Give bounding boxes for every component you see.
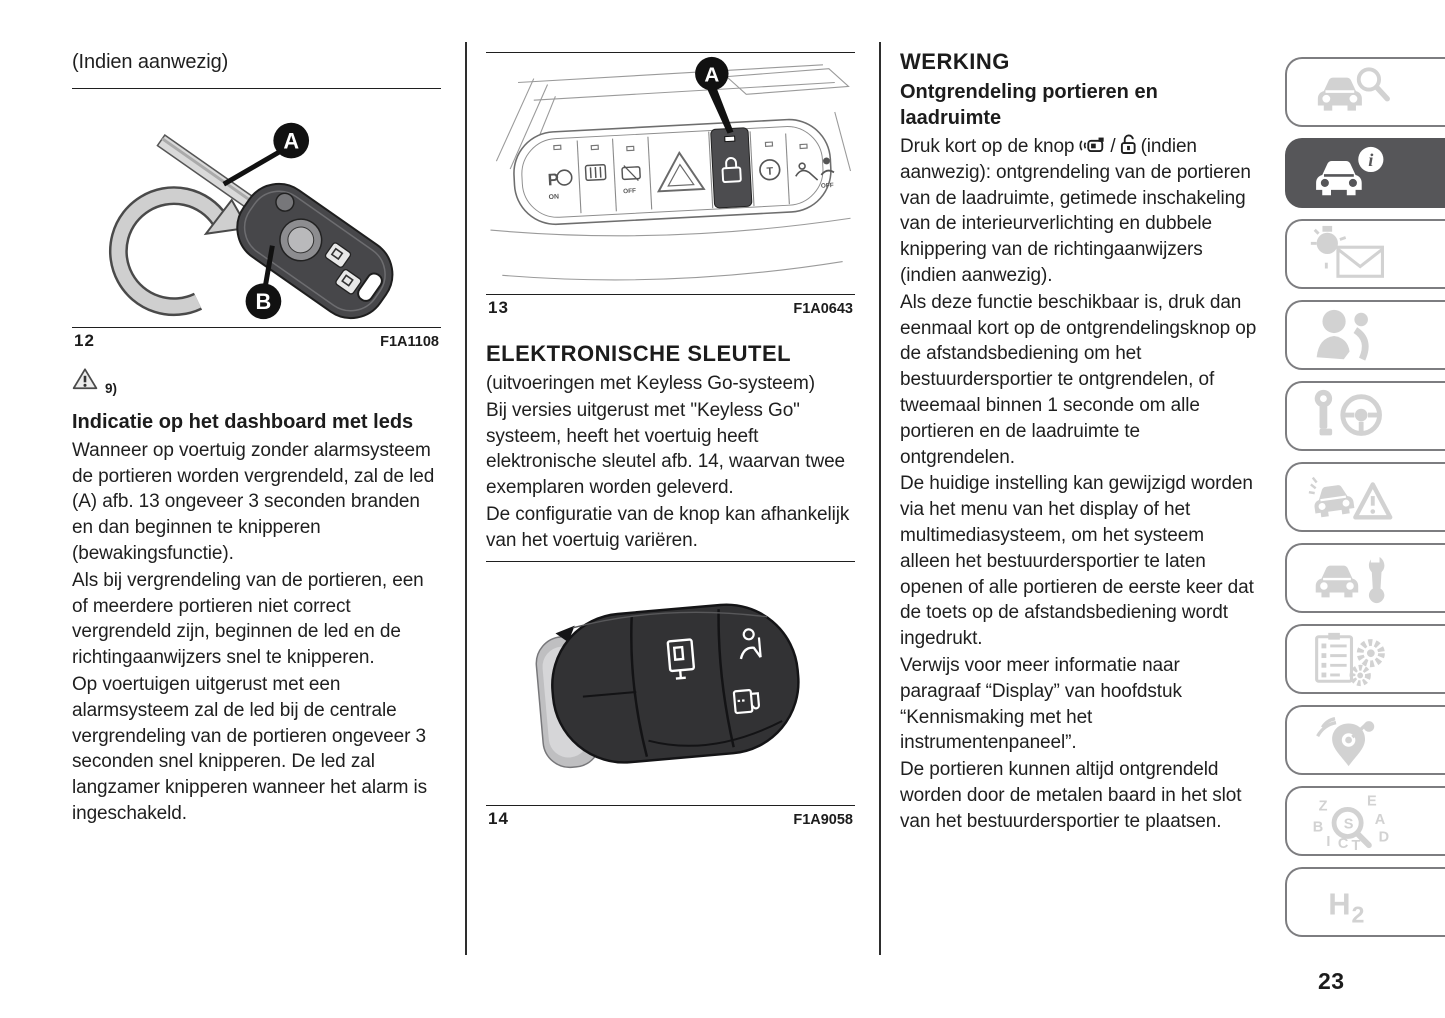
figure-number: 13 — [488, 298, 509, 317]
column-divider — [879, 42, 881, 955]
svg-text:2: 2 — [1351, 901, 1365, 928]
paragraph: De configuratie van de knop kan afhankelijk van het voertuig variëren. — [486, 503, 850, 551]
figure-13-dashboard-switches — [486, 52, 855, 318]
svg-text:A: A — [1374, 811, 1386, 828]
figure-14-caption — [486, 806, 855, 829]
separator-slash: / — [1110, 136, 1116, 157]
chapter-tab-kennismaking-met-het-instrumentenpaneel[interactable] — [1285, 138, 1445, 208]
chapter-tab-multimedia[interactable] — [1285, 705, 1445, 775]
svg-text:T: T — [1351, 838, 1361, 851]
chapter-tab-noodgevallen[interactable] — [1285, 462, 1445, 532]
electronic-key-illustration — [486, 561, 855, 806]
subsection-heading-unlock: Ontgrendeling portieren en laadruimte — [900, 81, 1158, 129]
svg-text:D: D — [1378, 829, 1390, 846]
paragraph-text: (indien aanwezig): ontgrendeling van de portieren van de laadruimte, getimede inschakeling van de interieurverlichting en dubbele knippering van de richtingaanwijzers (indien aanwezig). — [900, 136, 1251, 286]
chapter-tab-kennismaking-met-de-auto[interactable] — [1285, 57, 1445, 127]
svg-text:B: B — [1312, 819, 1324, 836]
paragraph: Bij versies uitgerust met "Keyless Go" systeem, heeft het voertuig heeft elektronische sleutel afb. 14, waarvan twee exemplaren worden geleverd. — [486, 399, 846, 499]
paragraph: Verwijs voor meer informatie naar paragraaf “Display” van hoofdstuk “Kennismaking met het instrumentenpaneel”. — [900, 654, 1182, 754]
paragraph: Op voertuigen uitgerust met een alarmsysteem zal de led bij de centrale vergrendeling van de portieren ongeveer 3 seconden snel knipperen. De led zal langzamer knipperen wanneer het alarm is ingeschakeld. — [72, 673, 428, 824]
index-search-icon — [1301, 791, 1401, 851]
svg-text:A: A — [704, 63, 720, 87]
h2-icon — [1301, 872, 1401, 932]
column-divider — [465, 42, 467, 955]
multimedia-icon — [1301, 710, 1401, 770]
warning-triangle-icon — [72, 367, 98, 395]
column-2 — [486, 40, 855, 829]
car-info-icon — [1301, 143, 1401, 203]
svg-text:OFF: OFF — [820, 182, 834, 190]
flip-key-drawing — [72, 89, 441, 327]
column-3 — [900, 40, 1257, 836]
column-1 — [72, 40, 441, 828]
figure-number: 12 — [74, 330, 95, 350]
paragraph-text: Druk kort op de knop — [900, 136, 1075, 157]
callout-a — [695, 57, 733, 134]
section-subtitle: (uitvoeringen met Keyless Go-systeem) — [486, 373, 815, 394]
flip-arrow-icon — [118, 195, 247, 306]
switch-strip — [512, 117, 836, 226]
section-heading-led-indication: Indicatie op het dashboard met leds — [72, 410, 414, 433]
key-fob-body — [533, 598, 805, 769]
paragraph: De huidige instelling kan gewijzigd worden via het menu van het display of het multimediasysteem, om het systeem alleen het bestuurdersportier te laten openen of alle portieren de eerste keer dat de toets op de afstandsbediening wordt ingedrukt. — [900, 473, 1254, 650]
car-warning-icon — [1301, 467, 1401, 527]
dashboard-switches-illustration — [486, 52, 855, 295]
unlock-paragraph — [900, 134, 1257, 289]
paragraph: De portieren kunnen altijd ontgrendeld worden door de metalen baard in het slot van het bestuurdersportier te plaatsen. — [900, 759, 1242, 832]
figure-code: F1A9058 — [793, 811, 853, 828]
section-heading-werking: WERKING — [900, 49, 1010, 74]
car-service-icon — [1301, 548, 1401, 608]
flip-key-illustration — [72, 88, 441, 328]
figure-13-caption — [486, 295, 855, 318]
svg-text:ON: ON — [548, 193, 560, 202]
intro-note: (Indien aanwezig) — [72, 51, 229, 73]
page-number: 23 — [1318, 968, 1345, 994]
svg-text:S: S — [1343, 816, 1354, 833]
paragraph: Als bij vergrendeling van de portieren, een of meerdere portieren niet correct vergrendeld zijn, beginnen de led en de richtingaanwijzers snel te knipperen. — [72, 569, 424, 669]
chapter-tab-onderhoud-en-verzorging[interactable] — [1285, 543, 1445, 613]
paragraph: Als deze functie beschikbaar is, druk dan eenmaal kort op de ontgrendelingsknop op de afstandsbediening om het bestuurdersportier te ontgrendelen, of tweemaal binnen 1 seconde om alle portieren en de laadruimte te ontgrendelen. — [900, 291, 1257, 468]
svg-text:B: B — [255, 288, 272, 314]
callout-a — [224, 123, 309, 184]
figure-12-flip-key — [72, 88, 441, 351]
paragraph: Wanneer op voertuig zonder alarmsysteem de portieren worden vergrendeld, zal de led (A) afb. 13 ongeveer 3 seconden branden en dan beginnen te knipperen (bewakingsfunctie). — [72, 439, 435, 564]
figure-14-electronic-key — [486, 561, 855, 829]
airbag-safety-icon — [1301, 305, 1401, 365]
chapter-tab-technische-gegevens[interactable] — [1285, 624, 1445, 694]
chapter-tab-h2[interactable] — [1285, 867, 1445, 937]
remote-key-icon — [1078, 136, 1106, 155]
chapter-tab-waarschuwingslampjes-en-berichten[interactable] — [1285, 219, 1445, 289]
svg-text:i: i — [1368, 150, 1374, 171]
svg-text:I: I — [1326, 834, 1331, 851]
figure-12-caption — [72, 328, 441, 351]
note-reference: 9) — [105, 380, 118, 396]
svg-text:P: P — [547, 169, 560, 190]
electronic-key-drawing — [486, 562, 855, 805]
svg-text:A: A — [283, 128, 300, 154]
car-search-icon — [1301, 62, 1401, 122]
key-steering-icon — [1301, 386, 1401, 446]
light-message-icon — [1301, 224, 1401, 284]
figure-code: F1A0643 — [793, 301, 853, 317]
svg-text:E: E — [1366, 793, 1377, 810]
figure-code: F1A1108 — [380, 333, 439, 350]
svg-text:T: T — [766, 165, 774, 178]
svg-text:Z: Z — [1318, 798, 1328, 815]
svg-text:OFF: OFF — [623, 187, 637, 196]
central-locking-button — [711, 128, 752, 209]
specs-gears-icon — [1301, 629, 1401, 689]
svg-text:C: C — [1337, 836, 1349, 851]
open-padlock-icon — [1120, 134, 1137, 155]
svg-text:H: H — [1328, 886, 1351, 922]
figure-number: 14 — [488, 808, 509, 828]
chapter-tab-trefwoordenregister[interactable] — [1285, 786, 1445, 856]
warning-note-row — [72, 373, 441, 395]
chapter-tab-starten-en-rijden[interactable] — [1285, 381, 1445, 451]
section-heading-electronic-key: ELEKTRONISCHE SLEUTEL — [486, 341, 792, 366]
chapter-tab-veiligheid[interactable] — [1285, 300, 1445, 370]
dashboard-switches-drawing — [486, 53, 855, 294]
